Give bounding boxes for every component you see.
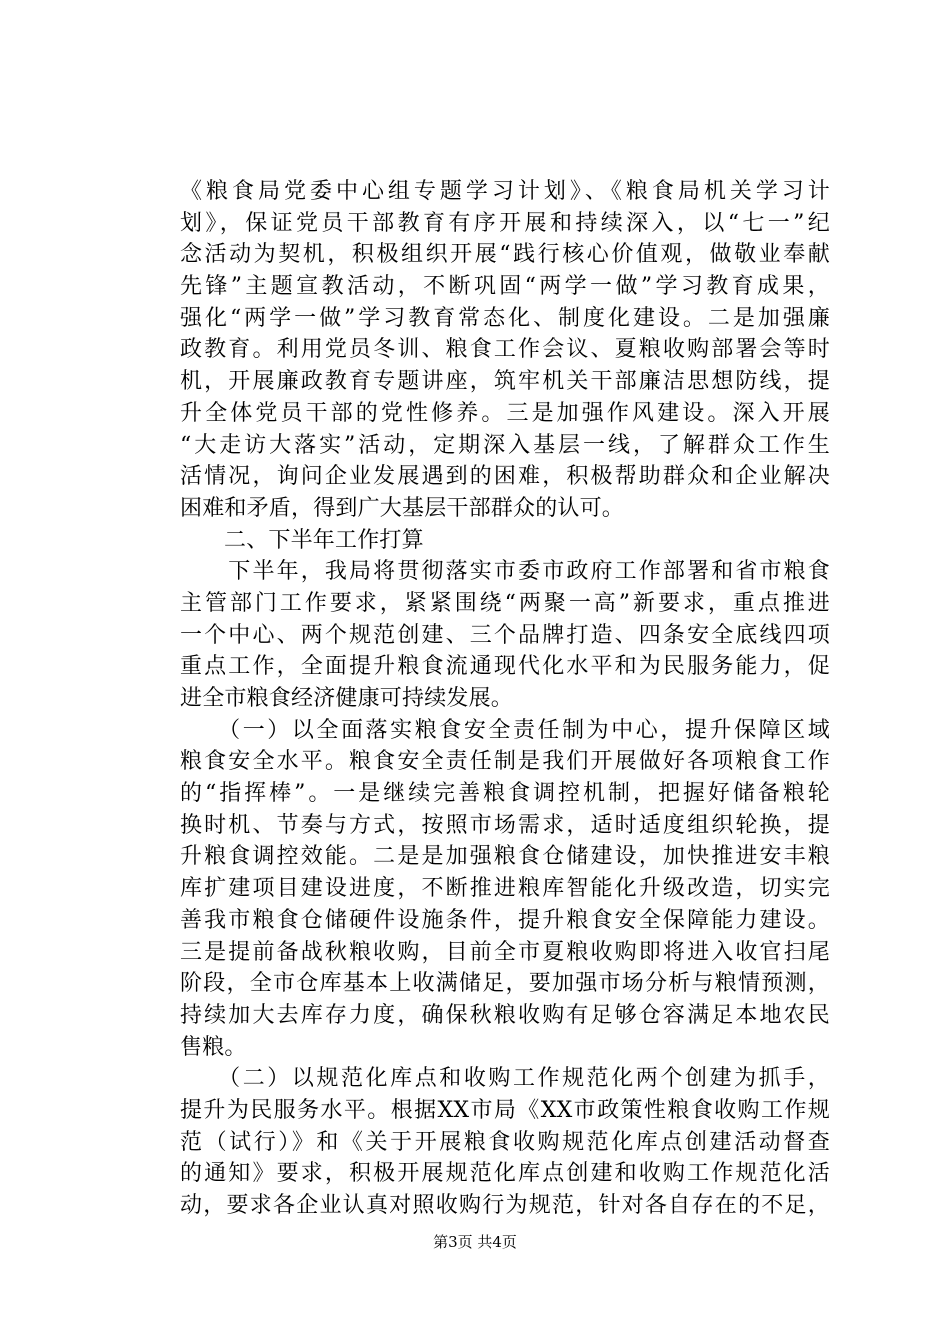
text-line: 阶段，全市仓库基本上收满储足，要加强市场分析与粮情预测，	[180, 971, 830, 997]
text-line: 念活动为契机，积极组织开展“践行核心价值观，做敬业奉献	[180, 242, 830, 268]
page-footer	[0, 1232, 950, 1252]
text-line: “大走访大落实”活动，定期深入基层一线，了解群众工作生	[180, 432, 830, 458]
text-line: 善我市粮食仓储硬件设施条件，提升粮食安全保障能力建设。	[180, 907, 830, 933]
text-line: 活情况，询问企业发展遇到的困难，积极帮助群众和企业解决	[180, 464, 830, 490]
text-line: 先锋”主题宣教活动，不断巩固“两学一做”学习教育成果，	[180, 274, 830, 300]
text-line: 下半年，我局将贯彻落实市委市政府工作部署和省市粮食	[180, 559, 830, 585]
text-line: 强化“两学一做”学习教育常态化、制度化建设。二是加强廉	[180, 305, 830, 331]
page-number-label: 第3页 共4页	[433, 1233, 517, 1251]
text-line: （一）以全面落实粮食安全责任制为中心，提升保障区域	[180, 717, 830, 743]
text-line: 持续加大去库存力度，确保秋粮收购有足够仓容满足本地农民	[180, 1002, 830, 1028]
text-line: 库扩建项目建设进度，不断推进粮库智能化升级改造，切实完	[180, 876, 830, 902]
text-line: 困难和矛盾，得到广大基层干部群众的认可。	[180, 495, 625, 521]
text-line: 进全市粮食经济健康可持续发展。	[180, 686, 514, 711]
text-line: 粮食安全水平。粮食安全责任制是我们开展做好各项粮食工作	[180, 749, 830, 775]
text-line: 主管部门工作要求，紧紧围绕“两聚一高”新要求，重点推进	[180, 590, 830, 616]
text-line: （二）以规范化库点和收购工作规范化两个创建为抓手，	[180, 1066, 830, 1092]
text-line: 划》，保证党员干部教育有序开展和持续深入，以“七一”纪	[180, 210, 830, 236]
text-line: 一个中心、两个规范创建、三个品牌打造、四条安全底线四项	[180, 622, 830, 648]
text-line: 政教育。利用党员冬训、粮食工作会议、夏粮收购部署会等时	[180, 337, 830, 363]
body-text	[180, 176, 830, 1222]
text-line: 升全体党员干部的党性修养。三是加强作风建设。深入开展	[180, 400, 830, 426]
text-line: 重点工作，全面提升粮食流通现代化水平和为民服务能力，促	[180, 654, 830, 680]
text-line: 机，开展廉政教育专题讲座，筑牢机关干部廉洁思想防线，提	[180, 369, 830, 395]
text-line: 《粮食局党委中心组专题学习计划》、《粮食局机关学习计	[180, 179, 830, 204]
text-line: 的通知》要求，积极开展规范化库点创建和收购工作规范化活	[180, 1161, 830, 1187]
text-line: 范（试行）》和《关于开展粮食收购规范化库点创建活动督查	[180, 1129, 830, 1155]
text-line: 动，要求各企业认真对照收购行为规范，针对各自存在的不足，	[180, 1193, 830, 1218]
section-heading: 二、下半年工作打算	[224, 527, 424, 553]
text-line: 提升为民服务水平。根据XX市局《XX市政策性粮食收购工作规	[180, 1097, 830, 1123]
text-line: 换时机、节奏与方式，按照市场需求，适时适度组织轮换，提	[180, 812, 830, 838]
text-line: 售粮。	[180, 1034, 247, 1060]
text-line: 的“指挥棒”。一是继续完善粮食调控机制，把握好储备粮轮	[180, 781, 830, 807]
text-line: 升粮食调控效能。二是是加强粮食仓储建设，加快推进安丰粮	[180, 844, 830, 870]
text-line: 三是提前备战秋粮收购，目前全市夏粮收购即将进入收官扫尾	[180, 939, 830, 965]
